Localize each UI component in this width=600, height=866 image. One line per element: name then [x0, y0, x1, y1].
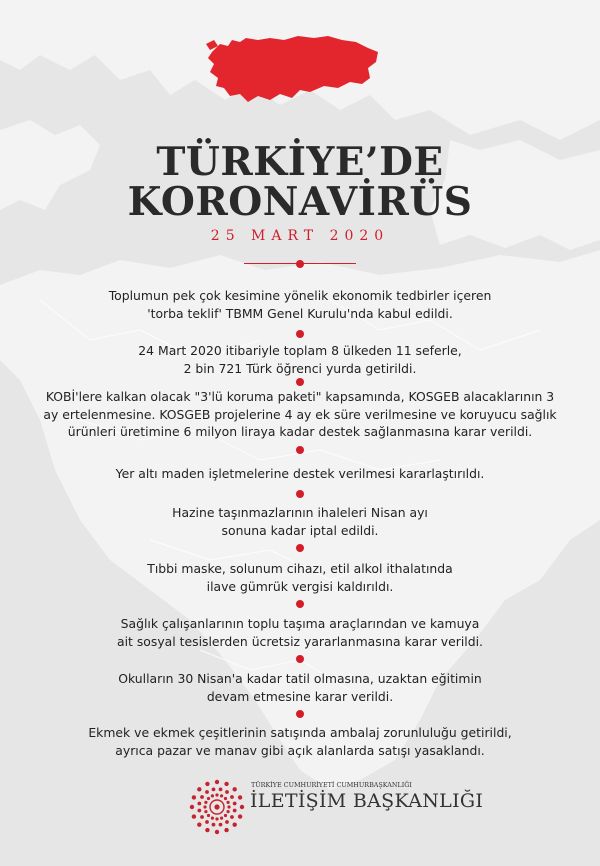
seal-star — [215, 817, 218, 820]
seal-star — [211, 816, 214, 819]
timeline-dot — [296, 710, 304, 718]
list-item — [30, 615, 570, 650]
seal-star — [211, 794, 214, 797]
timeline-dot — [296, 330, 304, 338]
list-item — [30, 287, 570, 322]
seal-star — [215, 780, 219, 784]
timeline-dot — [296, 600, 304, 608]
turkey-map-icon — [206, 30, 382, 108]
seal-star — [219, 823, 223, 827]
seal-star — [204, 801, 207, 804]
seal-star — [220, 816, 223, 819]
org-name-label: İLETİŞİM BAŞKANLIĞI — [250, 790, 484, 812]
list-item — [30, 465, 570, 483]
seal-star — [205, 828, 209, 832]
seal-star — [226, 810, 229, 813]
item-line: ay ertelenmesine. KOSGEB projelerine 4 ay ek süre verilmesine ve koruyucu sağlık — [43, 406, 557, 422]
seal-star — [192, 814, 196, 818]
item-line: KOBİ'lere kalkan olacak "3'lü koruma paketi" kapsamında, KOSGEB alacaklarının 3 — [45, 389, 555, 404]
seal-star — [200, 815, 204, 819]
seal-star — [215, 830, 219, 834]
seal-star — [224, 828, 228, 832]
seal-star — [204, 810, 207, 813]
seal-star — [233, 802, 237, 806]
seal-star — [238, 814, 242, 818]
seal-star — [197, 809, 201, 813]
seal-star — [205, 820, 209, 824]
item-line: Ekmek ve ekmek çeşitlerinin satışında ambalaj zorunluluğu getirildi, — [88, 725, 512, 740]
seal-star — [232, 787, 236, 791]
item-line: Hazine taşınmazlarının ihaleleri Nisan ayı — [172, 505, 428, 520]
item-line: ait sosyal tesislerden ücretsiz yararlanmasına karar verildi. — [117, 633, 483, 649]
seal-star — [224, 814, 227, 817]
seal-star — [190, 805, 194, 809]
date-label: 25 MART 2020 — [210, 228, 390, 244]
seal-star — [215, 793, 218, 796]
seal-star — [192, 795, 196, 799]
seal-star — [225, 790, 229, 794]
item-line: sonuna kadar iptal edildi. — [221, 522, 379, 538]
seal-star — [230, 815, 234, 819]
seal-star — [224, 797, 227, 800]
timeline-dot — [296, 446, 304, 454]
seal-star — [227, 805, 230, 808]
seal-star — [240, 805, 244, 809]
seal-star — [207, 797, 210, 800]
item-line: ilave gümrük vergisi kaldırıldı. — [206, 578, 394, 594]
seal-star — [224, 782, 228, 786]
list-item — [30, 670, 570, 705]
item-line: Sağlık çalışanlarının toplu taşıma araçlarından ve kamuya — [120, 616, 480, 631]
seal-star — [203, 805, 206, 808]
seal-star — [219, 787, 223, 791]
seal-star — [200, 795, 204, 799]
timeline-dot — [296, 490, 304, 498]
list-item — [30, 724, 570, 759]
timeline-dot — [296, 260, 304, 268]
item-line: Okulların 30 Nisan'a kadar tatil olmasına, uzaktan eğitimin — [118, 671, 482, 686]
seal-star — [197, 787, 201, 791]
item-line: ayrıca pazar ve manav gibi açık alanlarda satışı yasaklandı. — [115, 742, 485, 758]
timeline-dot — [296, 655, 304, 663]
seal-star — [225, 820, 229, 824]
item-line: 24 Mart 2020 itibariyle toplam 8 ülkeden 11 seferle, — [138, 343, 462, 358]
seal-star — [238, 795, 242, 799]
page-title-line1: TÜRKİYE’DE — [156, 139, 444, 185]
seal-star — [207, 814, 210, 817]
seal-star — [197, 822, 201, 826]
timeline-dot — [296, 378, 304, 386]
item-line: 'torba teklif' TBMM Genel Kurulu'nda kabul edildi. — [147, 305, 453, 321]
seal-star — [212, 787, 216, 791]
org-parent-label: TÜRKİYE CUMHURİYETİ CUMHURBAŞKANLIĞI — [251, 781, 412, 789]
item-line: Tıbbi maske, solunum cihazı, etil alkol ithalatında — [147, 561, 453, 576]
seal-star — [205, 790, 209, 794]
list-item — [30, 504, 570, 539]
seal-star — [205, 782, 209, 786]
list-item — [30, 560, 570, 595]
page-title-line2: KORONAVİRÜS — [127, 179, 473, 225]
seal-star — [220, 794, 223, 797]
seal-star — [230, 795, 234, 799]
seal-star — [212, 823, 216, 827]
item-line: 2 bin 721 Türk öğrenci yurda getirildi. — [183, 360, 417, 376]
list-item — [30, 342, 570, 377]
item-line: devam etmesine karar verildi. — [206, 688, 394, 704]
list-item — [30, 388, 570, 441]
presidency-seal-icon — [189, 779, 245, 835]
item-line: Yer altı maden işletmelerine destek verilmesi kararlaştırıldı. — [115, 466, 485, 481]
item-line: ürünleri üretimine 6 milyon liraya kadar destek sağlanmasına karar verildi. — [67, 424, 533, 439]
seal-star — [233, 809, 237, 813]
seal-star — [232, 822, 236, 826]
timeline-dot — [296, 544, 304, 552]
seal-star — [197, 802, 201, 806]
item-line: Toplumun pek çok kesimine yönelik ekonomik tedbirler içeren — [108, 288, 492, 303]
seal-star — [226, 801, 229, 804]
